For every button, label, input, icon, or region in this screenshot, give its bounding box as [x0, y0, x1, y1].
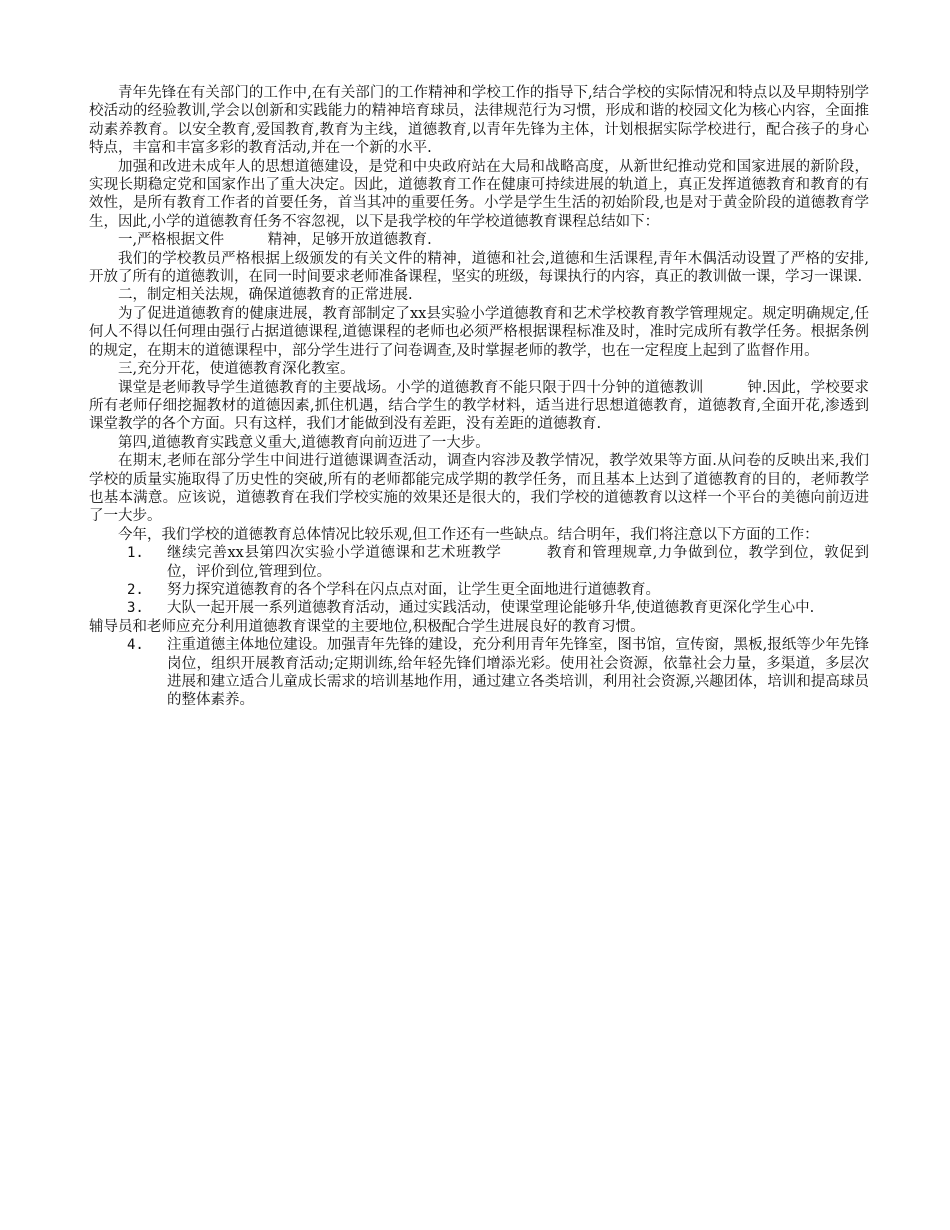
paragraph: 课堂是老师教导学生道德教育的主要战场。小学的道德教育不能只限于四十分钟的道德教训 钟.因此，学校要求所有老师仔细挖掘教材的道德因素,抓住机遇，结合学生的教学材料，适当进行思想道德教育，道德教育,全面开花,渗透到课堂教学的各个方面。只有这样，我们才能做到没有差距，没有差距的道德教育.: [89, 379, 869, 433]
section-heading: 一,严格根据文件 精神，足够开放道德教育.: [118, 232, 432, 249]
list-number: 4.: [127, 637, 144, 654]
paragraph: 为了促进道德教育的健康进展，教育部制定了xx县实验小学道德教育和艺术学校教育教学管理规定。规定明确规定,任何人不得以任何理由强行占据道德课程,道德课程的老师也必须严格根据课程标准及时，准时完成所有教学任务。根据条例的规定，在期末的道德课程中，部分学生进行了问卷调查,及时掌握老师的教学，也在一定程度上起到了监督作用。: [89, 305, 869, 359]
numbered-list: [89, 544, 869, 618]
list-item-text: 继续完善xx县第四次实验小学道德课和艺术班教学 教育和管理规章,力争做到位，教学到位，敦促到位，评价到位,管理到位。: [167, 545, 869, 580]
list-item-text: 注重道德主体地位建设。加强青年先锋的建设，充分利用青年先锋室，图书馆，宣传窗，黑板,报纸等少年先锋岗位，组织开展教育活动;定期训练,给年轻先锋们增添光彩。使用社会资源，依靠社会力量，多渠道，多层次进展和建立适合儿童成长需求的培训基地作用，通过建立各类培训，利用社会资源,兴趣团体，培训和提高球员的整体素养。: [167, 637, 869, 709]
list-item-text: 努力探究道德教育的各个学科在闪点点对面，让学生更全面地进行道德教育。: [167, 581, 660, 598]
section-heading: 第四,道德教育实践意义重大,道德教育向前迈进了一大步。: [118, 434, 490, 451]
list-item-text: 大队一起开展一系列道德教育活动，通过实践活动，使课堂理论能够升华,使道德教育更深化学生心中.: [167, 600, 815, 617]
list-number: 2.: [127, 581, 144, 598]
numbered-list: [89, 636, 869, 710]
list-item: [89, 599, 869, 617]
paragraph: 青年先锋在有关部门的工作中,在有关部门的工作精神和学校工作的指导下,结合学校的实际情况和特点以及早期特别学校活动的经验教训,学会以创新和实践能力的精神培育球员，法律规范行为习惯，形成和谐的校园文化为核心内容，全面推动素养教育。以安全教育,爱国教育,教育为主线，道德教育,以青年先锋为主体，计划根据实际学校进行，配合孩子的身心特点，丰富和丰富多彩的教育活动,并在一个新的水平.: [89, 85, 869, 157]
list-number: 1.: [127, 545, 144, 562]
list-item: [89, 581, 869, 599]
list-number: 3.: [127, 600, 144, 617]
paragraph: 我们的学校教员严格根据上级颁发的有关文件的精神，道德和社会,道德和生活课程,青年木偶活动设置了严格的安排,开放了所有的道德教训，在同一时间要求老师准备课程，坚实的班级，每课执行的内容，真正的教训做一课，学习一课课.: [89, 250, 869, 286]
paragraph: 辅导员和老师应充分利用道德教育课堂的主要地位,积极配合学生进展良好的教育习惯。: [89, 618, 645, 635]
section-heading: 三,充分开花，使道德教育深化教室。: [118, 361, 355, 378]
list-item: [89, 636, 869, 710]
paragraph: 加强和改进未成年人的思想道德建设，是党和中央政府站在大局和战略高度，从新世纪推动党和国家进展的新阶段，实现长期稳定党和国家作出了重大决定。因此，道德教育工作在健康可持续进展的轨道上，真正发挥道德教育和教育的有效性，是所有教育工作者的首要任务，首当其冲的重要任务。小学是学生生活的初始阶段,也是对于黄金阶段的道德教育学生，因此,小学的道德教育任务不容忽视，以下是我学校的年学校道德教育课程总结如下：: [89, 158, 869, 230]
document-body: [89, 84, 869, 710]
list-item: [89, 544, 869, 581]
paragraph: 在期末,老师在部分学生中间进行道德课调查活动，调查内容涉及教学情况，教学效果等方面.从问卷的反映出来,我们学校的质量实施取得了历史性的突破,所有的老师都能完成学期的教学任务，而且基本上达到了道德教育的目的，老师教学也基本满意。应该说，道德教育在我们学校实施的效果还是很大的，我们学校的道德教育以这样一个平台的美德向前迈进了一大步。: [89, 453, 869, 525]
paragraph: 今年，我们学校的道德教育总体情况比较乐观,但工作还有一些缺点。结合明年，我们将注意以下方面的工作：: [118, 526, 819, 543]
section-heading: 二，制定相关法规，确保道德教育的正常进展.: [118, 287, 413, 304]
